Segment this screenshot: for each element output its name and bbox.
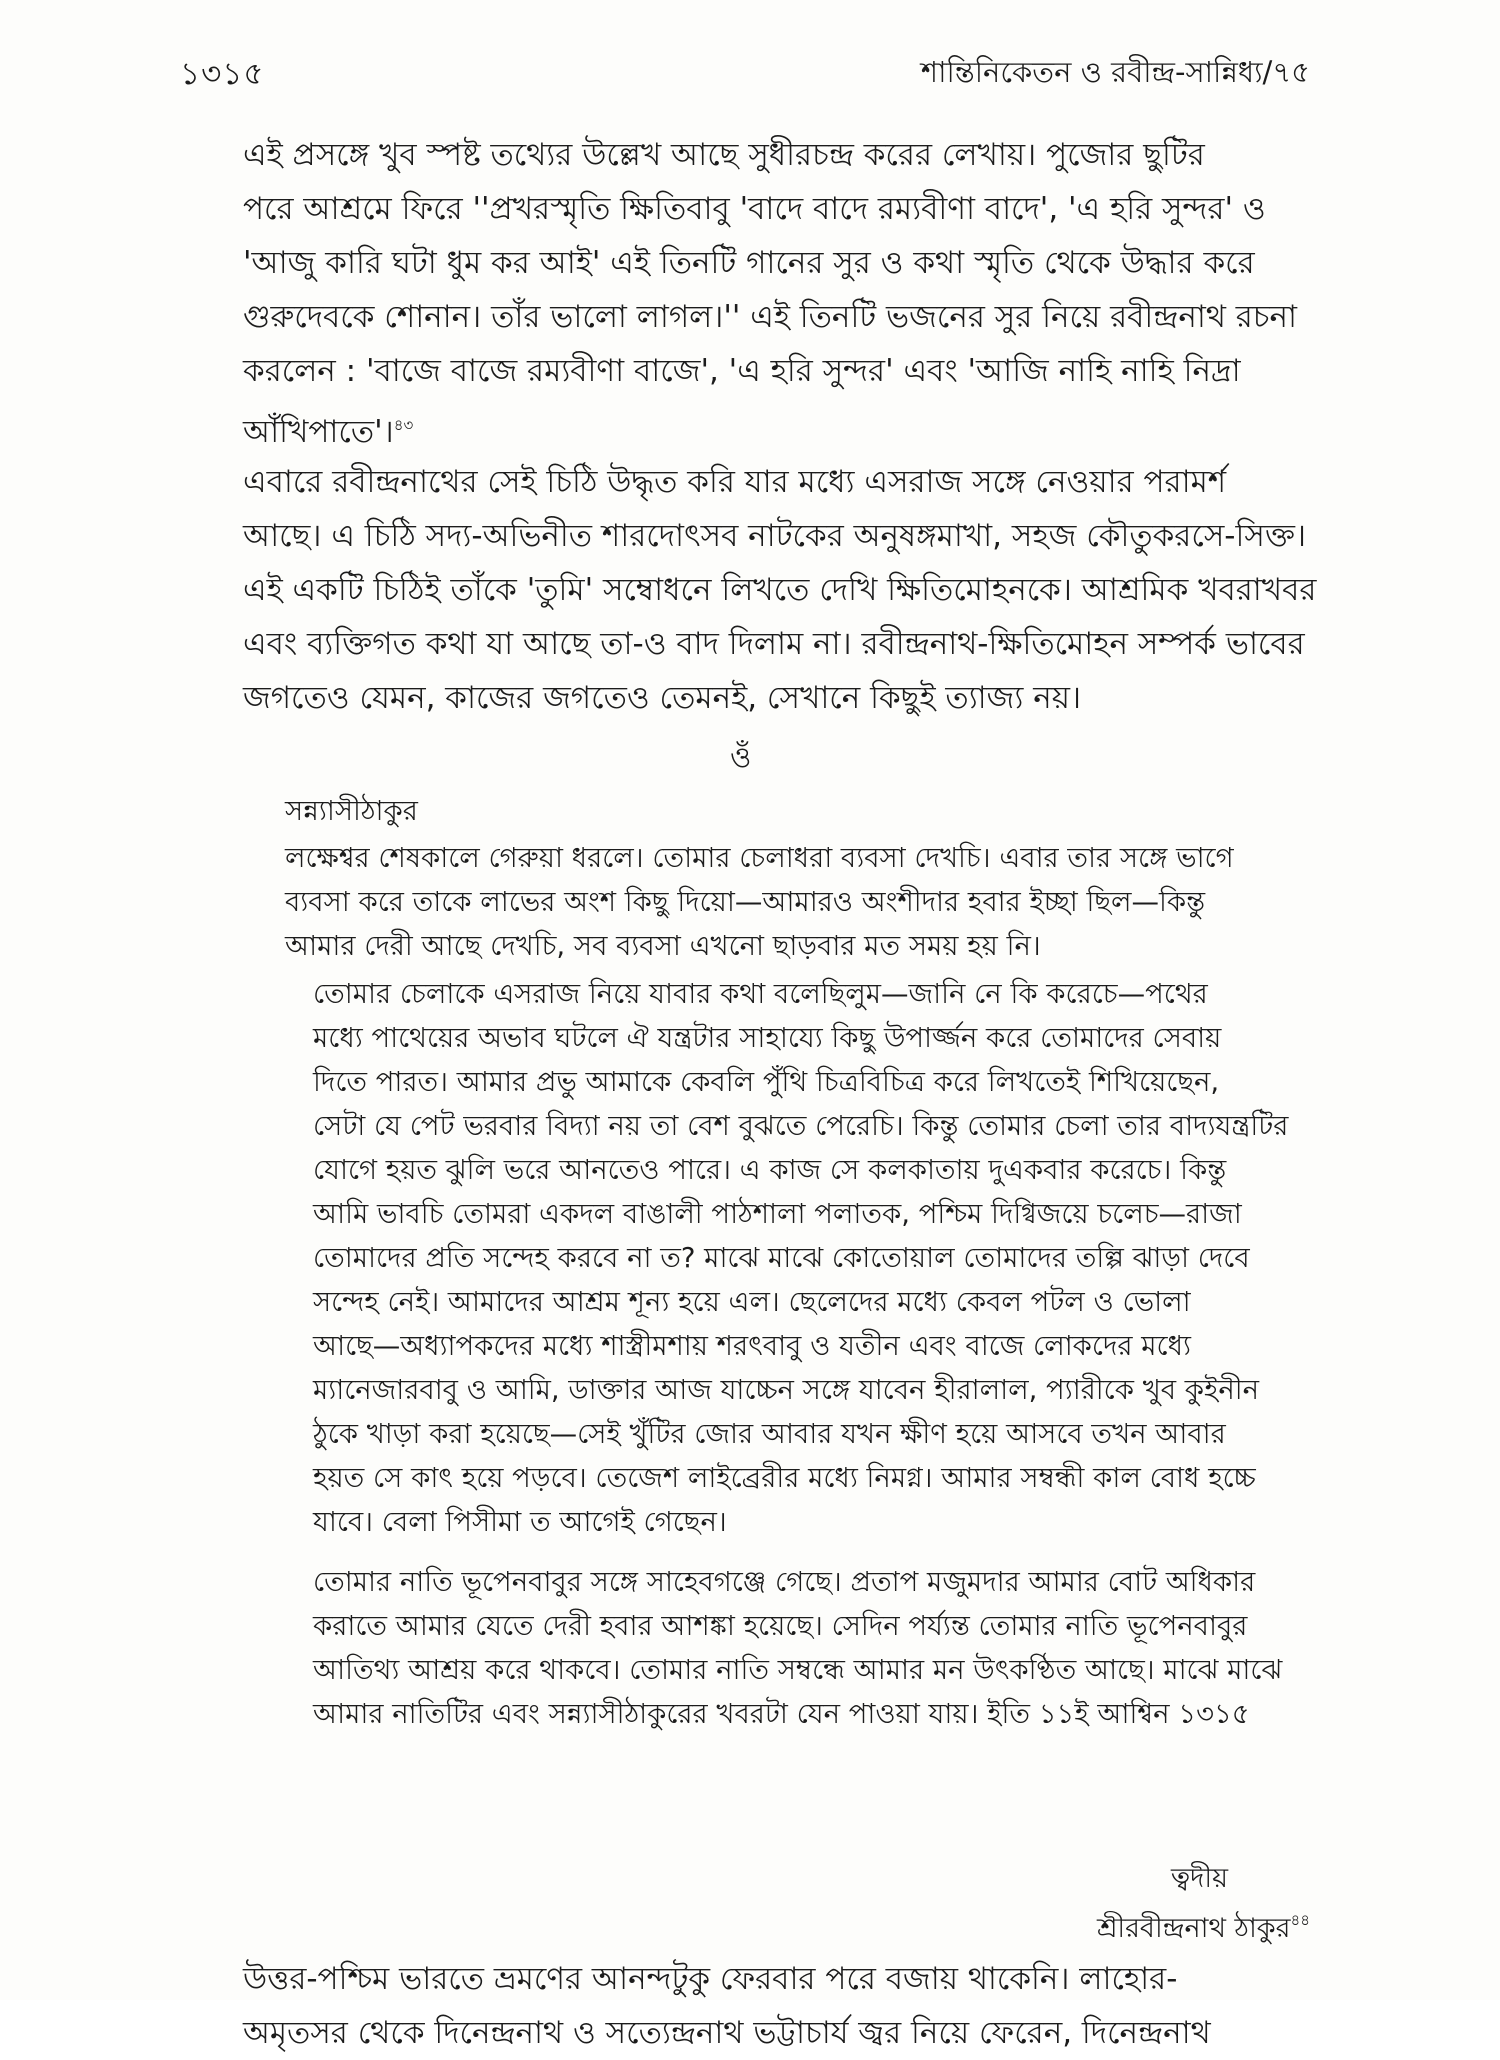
page-header: [180, 50, 1310, 100]
text-line: আমার দেরী আছে দেখচি, সব ব্যবসা এখনো ছাড়বার মত সময় হয় নি।: [285, 930, 1041, 962]
text-line: সেটা যে পেট ভরবার বিদ্যা নয় তা বেশ বুঝতে পেরেচি। কিন্তু তোমার চেলা তার বাদ্যযন্ত্রটির: [313, 1110, 1289, 1142]
om-symbol: ওঁ: [730, 740, 752, 774]
text-line: 'আজু কারি ঘটা ধুম কর আই' এই তিনটি গানের সুর ও কথা স্মৃতি থেকে উদ্ধার করে: [243, 245, 1255, 281]
text-line: উত্তর-পশ্চিম ভারতে ভ্রমণের আনন্দটুকু ফেরবার পরে বজায় থাকেনি। লাহোর-: [243, 1961, 1178, 1997]
text-line: তোমার চেলাকে এসরাজ নিয়ে যাবার কথা বলেছিলুম—জানি নে কি করেচে—পথের: [313, 978, 1208, 1010]
text-line: ব্যবসা করে তাকে লাভের অংশ কিছু দিয়ো—আমারও অংশীদার হবার ইচ্ছা ছিল—কিন্তু: [285, 886, 1206, 918]
text-line: করাতে আমার যেতে দেরী হবার আশঙ্কা হয়েছে। সেদিন পর্য্যন্ত তোমার নাতি ভূপেনবাবুর: [313, 1610, 1248, 1642]
text-line: জগতেও যেমন, কাজের জগতেও তেমনই, সেখানে কিছুই ত্যাজ্য নয়।: [243, 680, 1082, 716]
signature-text: শ্রীরবীন্দ্রনাথ ঠাকুর: [1096, 1913, 1291, 1944]
text-line: হয়ত সে কাৎ হয়ে পড়বে। তেজেশ লাইব্রেরীর মধ্যে নিমগ্ন। আমার সম্বন্ধী কাল বোধ হচ্চে: [313, 1462, 1256, 1494]
text-line: ম্যানেজারবাবু ও আমি, ডাক্তার আজ যাচ্চেন সঙ্গে যাবেন হীরালাল, প্যারীকে খুব কুইনীন: [313, 1374, 1260, 1406]
paragraph-1: [215, 128, 1310, 459]
footnote-ref: ৪৩: [393, 416, 414, 434]
page-number: ১৩১৫: [180, 56, 265, 92]
text-line: আমি ভাবচি তোমরা একদল বাঙালী পাঠশালা পলাতক, পশ্চিম দিগ্বিজয়ে চলেচ—রাজা: [313, 1198, 1242, 1230]
text-line: আছে। এ চিঠি সদ্য-অভিনীত শারদোৎসব নাটকের অনুষঙ্গমাখা, সহজ কৌতুকরসে-সিক্ত।: [243, 518, 1307, 554]
letter-closing: ত্বদীয়: [1170, 1863, 1228, 1894]
text-line: ঠুকে খাড়া করা হয়েছে—সেই খুঁটির জোর আবার যখন ক্ষীণ হয়ে আসবে তখন আবার: [313, 1418, 1226, 1450]
text-line: আমার নাতিটির এবং সন্ন্যাসীঠাকুরের খবরটা যেন পাওয়া যায়। ইতি ১১ই আশ্বিন ১৩১৫: [313, 1698, 1250, 1730]
text-line: আতিথ্য আশ্রয় করে থাকবে। তোমার নাতি সম্বন্ধে আমার মন উৎকণ্ঠিত আছে। মাঝে মাঝে: [313, 1654, 1283, 1686]
text-line: গুরুদেবকে শোনান। তাঁর ভালো লাগল।'' এই তিনটি ভজনের সুর নিয়ে রবীন্দ্রনাথ রচনা: [243, 299, 1298, 335]
text-line: তোমার নাতি ভূপেনবাবুর সঙ্গে সাহেবগঞ্জে গেছে। প্রতাপ মজুমদার আমার বোট অধিকার: [313, 1566, 1256, 1598]
paragraph-3: [215, 1952, 1310, 2051]
letter-block-1: [285, 836, 1310, 968]
text-line: এই প্রসঙ্গে খুব স্পষ্ট তথ্যের উল্লেখ আছে সুধীরচন্দ্র করের লেখায়। পুজোর ছুটির: [243, 137, 1205, 173]
paragraph-2: [215, 455, 1317, 725]
text-line: করলেন : 'বাজে বাজে রম্যবীণা বাজে', 'এ হরি সুন্দর' এবং 'আজি নাহি নাহি নিদ্রা: [243, 353, 1241, 389]
text-fragment: আঁখিপাতে'।: [243, 414, 394, 450]
text-line: যোগে হয়ত ঝুলি ভরে আনতেও পারে। এ কাজ সে কলকাতায় দুএকবার করেচে। কিন্তু: [313, 1154, 1227, 1186]
text-line: এবং ব্যক্তিগত কথা যা আছে তা-ও বাদ দিলাম না। রবীন্দ্রনাথ-ক্ষিতিমোহন সম্পর্ক ভাবের: [243, 626, 1305, 662]
text-line: দিতে পারত। আমার প্রভু আমাকে কেবলি পুঁথি চিত্রবিচিত্র করে লিখতেই শিখিয়েছেন,: [313, 1066, 1220, 1098]
text-line: এই একটি চিঠিই তাঁকে 'তুমি' সম্বোধনে লিখতে দেখি ক্ষিতিমোহনকে। আশ্রমিক খবরাখবর: [243, 572, 1317, 608]
text-line: সন্দেহ নেই। আমাদের আশ্রম শূন্য হয়ে এল। ছেলেদের মধ্যে কেবল পটল ও ভোলা: [313, 1286, 1191, 1318]
letter-block-2: [285, 972, 1310, 1544]
text-line: এবারে রবীন্দ্রনাথের সেই চিঠি উদ্ধৃত করি যার মধ্যে এসরাজ সঙ্গে নেওয়ার পরামর্শ: [243, 464, 1227, 500]
text-line: পরে আশ্রমে ফিরে ''প্রখরস্মৃতি ক্ষিতিবাবু 'বাদে বাদে রম্যবীণা বাদে', 'এ হরি সুন্দর' ও: [243, 191, 1266, 227]
footnote-ref: ৪৪: [1290, 1911, 1310, 1929]
text-line: অমৃতসর থেকে দিনেন্দ্রনাথ ও সত্যেন্দ্রনাথ ভট্টাচার্য জ্বর নিয়ে ফেরেন, দিনেন্দ্রনাথ: [243, 2015, 1211, 2051]
text-line: তোমাদের প্রতি সন্দেহ করবে না ত? মাঝে মাঝে কোতোয়াল তোমাদের তল্পি ঝাড়া দেবে: [313, 1242, 1250, 1274]
text-line: যাবে। বেলা পিসীমা ত আগেই গেছেন।: [313, 1506, 727, 1538]
text-line: মধ্যে পাথেয়ের অভাব ঘটলে ঐ যন্ত্রটার সাহায্যে কিছু উপার্জ্জন করে তোমাদের সেবায়: [313, 1022, 1222, 1054]
letter-salutation: সন্ন্যাসীঠাকুর: [285, 795, 418, 827]
letter-block-3: [285, 1560, 1310, 1736]
running-head: শান্তিনিকেতন ও রবীন্দ্র-সান্নিধ্য/৭৫: [920, 55, 1310, 89]
text-line: লক্ষেশ্বর শেষকালে গেরুয়া ধরলে। তোমার চেলাধরা ব্যবসা দেখচি। এবার তার সঙ্গে ভাগে: [285, 842, 1234, 874]
text-line: আছে—অধ্যাপকদের মধ্যে শাস্ত্রীমশায় শরৎবাবু ও যতীন এবং বাজে লোকদের মধ্যে: [313, 1330, 1191, 1362]
text-line: [215, 398, 1310, 459]
letter-signature: [1097, 1908, 1310, 1953]
